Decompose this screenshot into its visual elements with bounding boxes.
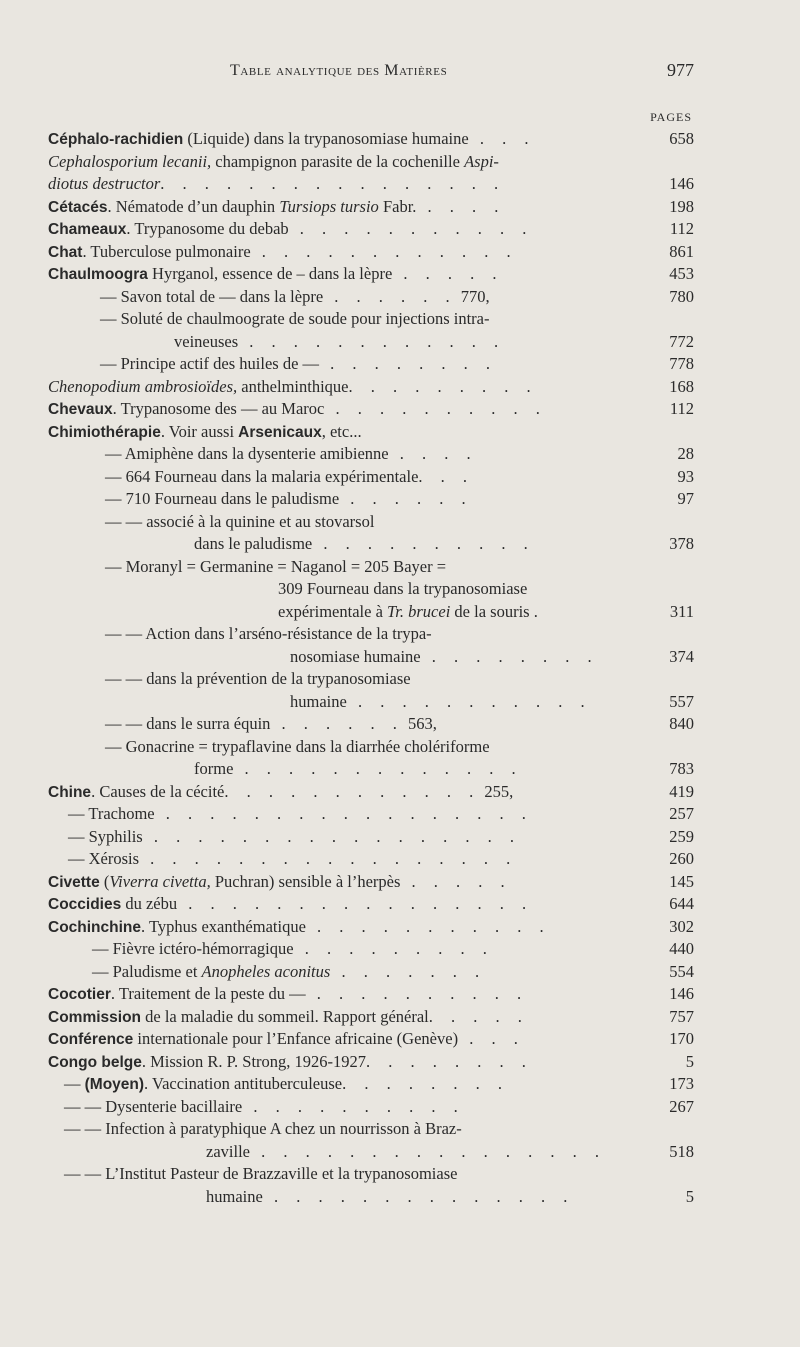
dot-leader: . . . . . . . bbox=[330, 961, 487, 981]
dot-leader: . . . . . . . . . . . . . . . . . bbox=[142, 826, 521, 846]
entry-segment: Anopheles aconitus bbox=[201, 961, 331, 981]
entry-segment: anthelminthique bbox=[237, 376, 349, 396]
entry-text bbox=[105, 713, 437, 735]
index-entry bbox=[0, 1118, 800, 1141]
entry-segment: — 664 Fourneau dans la malaria expérimentale bbox=[105, 466, 419, 486]
dot-leader: . . . . . bbox=[428, 1006, 529, 1026]
index-entry bbox=[0, 646, 800, 669]
dot-leader: . . . . . . . . . . . . . . . . bbox=[177, 894, 534, 913]
page-header bbox=[0, 60, 800, 88]
entry-headword: Cocotier bbox=[48, 986, 111, 1003]
entry-text bbox=[105, 623, 432, 645]
entry-text bbox=[48, 263, 504, 286]
entry-text bbox=[48, 151, 499, 173]
entry-headword: Commission bbox=[48, 1008, 142, 1026]
dot-leader: . . . . . . . . . . . bbox=[346, 691, 592, 711]
dot-leader: . . . . . . bbox=[339, 489, 473, 508]
index-entry bbox=[0, 556, 800, 579]
entry-segment: Puchran) sensible à l’herpès bbox=[210, 871, 401, 891]
index-entry bbox=[0, 286, 800, 309]
entry-headword: Chimiothérapie bbox=[48, 423, 161, 441]
entry-segment: internationale pour l’Enfance africaine (Genève) bbox=[133, 1029, 459, 1048]
entry-text bbox=[105, 488, 473, 510]
entry-page-number: 311 bbox=[669, 601, 694, 621]
index-entry bbox=[0, 263, 800, 286]
index-entry bbox=[0, 151, 800, 174]
entry-text bbox=[48, 218, 533, 241]
dot-leader: . . . . . . bbox=[323, 286, 457, 306]
index-entry bbox=[0, 961, 800, 984]
entry-text bbox=[48, 893, 533, 916]
entry-segment: — Principe actif des huiles de — bbox=[100, 354, 320, 373]
index-entry bbox=[0, 466, 800, 489]
entry-text bbox=[68, 803, 533, 825]
entry-segment: — Xérosis bbox=[68, 849, 140, 868]
dot-leader: . . . . . . . . . . . bbox=[288, 219, 534, 238]
entry-segment: — 710 Fourneau dans le paludisme bbox=[105, 489, 340, 508]
entry-segment: . Nématode d’un dauphin bbox=[107, 196, 280, 216]
index-entry bbox=[0, 1186, 800, 1209]
entry-text bbox=[48, 871, 512, 894]
index-entry bbox=[0, 983, 800, 1006]
entry-page-number: 778 bbox=[669, 354, 694, 373]
entry-segment: — — Infection à paratyphique A chez un nourrisson à Braz- bbox=[64, 1119, 462, 1138]
entry-text bbox=[194, 533, 535, 555]
entry-headword: Conférence bbox=[48, 1031, 134, 1048]
entry-segment: (Liquide) dans la trypanosomiase humaine bbox=[183, 129, 469, 148]
dot-leader: . . . bbox=[418, 466, 475, 486]
entry-text bbox=[48, 128, 535, 151]
entry-page-number: 757 bbox=[669, 1006, 694, 1026]
index-entry bbox=[0, 511, 800, 534]
entry-text bbox=[206, 1141, 606, 1163]
entry-page-number: 145 bbox=[669, 871, 694, 891]
index-entry bbox=[0, 1096, 800, 1119]
entry-text bbox=[64, 1118, 462, 1140]
entry-text bbox=[174, 331, 505, 353]
dot-leader: . . . . . . . . . . bbox=[312, 534, 535, 553]
index-entry bbox=[0, 173, 800, 196]
entry-segment: — — Action dans l’arséno-résistance de la trypa- bbox=[105, 624, 432, 643]
index-entry bbox=[0, 443, 800, 466]
entry-segment: Tursiops tursio bbox=[279, 196, 379, 216]
entry-page-number: 302 bbox=[669, 916, 694, 936]
entry-text bbox=[64, 1163, 457, 1185]
entry-page-number: 28 bbox=[677, 444, 694, 463]
entry-page-number: 557 bbox=[669, 691, 694, 711]
dot-leader: . . . . . . . . bbox=[420, 646, 599, 666]
entry-segment: Chenopodium ambrosioïdes, bbox=[48, 376, 238, 396]
entry-page-number: 170 bbox=[669, 1029, 694, 1048]
entry-text bbox=[100, 353, 497, 375]
index-entry bbox=[0, 938, 800, 961]
entry-text bbox=[290, 691, 592, 713]
dot-leader: . . . . . . . . . bbox=[348, 376, 538, 396]
entry-segment: ( bbox=[99, 871, 110, 891]
entry-page-number: 518 bbox=[669, 1141, 694, 1161]
index-entry bbox=[0, 736, 800, 759]
entry-text bbox=[100, 308, 489, 330]
entry-segment: — — Dysenterie bacillaire bbox=[64, 1096, 243, 1116]
entry-segment: . Vaccination antituberculeuse bbox=[144, 1074, 343, 1093]
entry-page-number: 554 bbox=[669, 961, 694, 981]
dot-leader: . . . . . . . . . . bbox=[305, 984, 529, 1003]
dot-leader: . . . . . . . . . . . . . . . . bbox=[160, 174, 506, 193]
entry-page-number: 658 bbox=[669, 129, 694, 148]
dot-leader: . . . . bbox=[416, 196, 506, 216]
page-number: 977 bbox=[667, 60, 694, 80]
entry-text bbox=[48, 983, 528, 1006]
index-entry bbox=[0, 1163, 800, 1186]
entry-page-number: 5 bbox=[685, 1186, 694, 1206]
index-entry bbox=[0, 1051, 800, 1074]
entry-page-number: 112 bbox=[669, 219, 694, 238]
dot-leader: . . . . . . bbox=[270, 714, 404, 733]
entry-segment: — Trachome bbox=[68, 804, 155, 823]
dot-leader: . . . . . . . . bbox=[319, 354, 498, 373]
index-entry bbox=[0, 713, 800, 736]
entry-page-number: 374 bbox=[669, 646, 694, 666]
entry-text bbox=[48, 398, 547, 421]
entry-segment: . Causes de la cécité bbox=[91, 781, 225, 801]
entry-segment: nosomiase humaine bbox=[290, 646, 421, 666]
dot-leader: . . . . . . . . . . . . . . . . bbox=[249, 1141, 606, 1161]
entry-page-number: 783 bbox=[669, 759, 694, 778]
dot-leader: . . . . . bbox=[392, 264, 504, 283]
entry-segment: Cephalosporium lecanii, bbox=[48, 151, 212, 171]
entry-text bbox=[48, 781, 513, 804]
entry-segment: — bbox=[64, 1074, 85, 1093]
entry-page-number: 772 bbox=[669, 331, 694, 351]
entry-text bbox=[68, 848, 517, 870]
entry-segment: — Paludisme et bbox=[92, 961, 202, 981]
entry-page-number: 112 bbox=[669, 399, 694, 418]
entry-segment: humaine bbox=[290, 691, 347, 711]
index-entry bbox=[0, 398, 800, 421]
entry-segment: zaville bbox=[206, 1141, 250, 1161]
entry-page-number: 257 bbox=[669, 804, 694, 823]
entry-page-number: 644 bbox=[669, 894, 694, 913]
index-entry bbox=[0, 128, 800, 151]
entry-headword: Arsenicaux bbox=[238, 423, 322, 441]
entry-segment: du zébu bbox=[121, 894, 178, 913]
index-entry bbox=[0, 353, 800, 376]
entry-page-number: 419 bbox=[669, 781, 694, 801]
entry-segment: diotus destructor bbox=[48, 174, 161, 193]
entry-text bbox=[92, 938, 494, 960]
entry-headword: (Moyen) bbox=[84, 1076, 145, 1093]
index-entry bbox=[0, 916, 800, 939]
entry-segment: dans le paludisme bbox=[194, 534, 313, 553]
index-entry bbox=[0, 691, 800, 714]
entry-text bbox=[100, 286, 490, 308]
index-entry bbox=[0, 421, 800, 444]
entry-segment: 255, bbox=[480, 781, 514, 801]
entry-text bbox=[48, 173, 505, 195]
index-entry bbox=[0, 578, 800, 601]
entry-segment: 563, bbox=[403, 714, 437, 733]
entry-page-number: 259 bbox=[669, 826, 694, 846]
entry-segment: veineuses bbox=[174, 331, 239, 351]
entry-segment: — Savon total de — dans la lèpre bbox=[100, 286, 324, 306]
entry-page-number: 97 bbox=[677, 489, 694, 508]
index-entry bbox=[0, 803, 800, 826]
index-entry bbox=[0, 376, 800, 399]
entry-segment: Viverra civetta, bbox=[109, 871, 211, 891]
dot-leader: . . . . . . . . . . . . . . bbox=[262, 1186, 575, 1206]
dot-leader: . . . . . . . . . bbox=[293, 939, 494, 958]
entry-page-number: 267 bbox=[669, 1096, 694, 1116]
entry-segment: . Trypanosome du debab bbox=[126, 219, 289, 238]
index-entry bbox=[0, 1141, 800, 1164]
index-entry bbox=[0, 1028, 800, 1051]
entry-segment: — Gonacrine = trypaflavine dans la diarrhée cholériforme bbox=[105, 736, 490, 756]
dot-leader: . . . . . . . . . . . . . . . . . bbox=[139, 849, 518, 868]
entry-segment: . Traitement de la peste du — bbox=[110, 984, 306, 1003]
index-entry bbox=[0, 196, 800, 219]
entry-text bbox=[105, 668, 411, 690]
entry-segment: forme bbox=[194, 759, 234, 778]
entry-page-number: 840 bbox=[669, 714, 694, 733]
entry-segment: Aspi- bbox=[464, 151, 499, 171]
index-entry bbox=[0, 893, 800, 916]
index-entry bbox=[0, 1073, 800, 1096]
entry-page-number: 168 bbox=[669, 376, 694, 396]
entry-segment: champignon parasite de la cochenille bbox=[211, 151, 465, 171]
entry-text bbox=[206, 1186, 574, 1208]
entry-headword: Chaulmoogra bbox=[48, 266, 148, 283]
dot-leader: . . . . . . . . . . . . bbox=[224, 781, 481, 801]
entry-text bbox=[105, 443, 478, 465]
entry-text bbox=[194, 758, 523, 780]
index-entry bbox=[0, 781, 800, 804]
entry-segment: 309 Fourneau dans la trypanosomiase bbox=[278, 579, 528, 598]
entry-text bbox=[105, 556, 446, 578]
index-entry bbox=[0, 758, 800, 781]
index-entry bbox=[0, 601, 800, 624]
entry-segment: — Syphilis bbox=[68, 826, 143, 846]
index-entry bbox=[0, 241, 800, 264]
entry-page-number: 93 bbox=[677, 466, 694, 486]
entry-segment: . Tuberculose pulmonaire bbox=[82, 241, 251, 261]
entry-segment: Tr. brucei bbox=[387, 601, 451, 621]
index-entry bbox=[0, 871, 800, 894]
index-entry bbox=[0, 826, 800, 849]
dot-leader: . . . . . . . . bbox=[342, 1074, 510, 1093]
entry-segment: Hyrganol, essence de – dans la lèpre bbox=[147, 264, 393, 283]
entry-page-number: 146 bbox=[669, 984, 694, 1003]
dot-leader: . . . . . . . . bbox=[366, 1051, 533, 1071]
entry-headword: Chevaux bbox=[48, 401, 113, 418]
entry-text bbox=[48, 376, 538, 398]
entry-headword: Chat bbox=[48, 243, 83, 261]
entry-segment: humaine bbox=[206, 1186, 263, 1206]
entry-page-number: 440 bbox=[669, 939, 694, 958]
entry-text bbox=[68, 826, 521, 848]
entry-segment: Fabr. bbox=[378, 196, 417, 216]
entry-segment: — — dans la prévention de la trypanosomiase bbox=[105, 669, 411, 688]
entry-page-number: 173 bbox=[669, 1074, 694, 1093]
entry-text bbox=[105, 736, 490, 758]
entry-segment: de la souris . bbox=[450, 601, 538, 621]
entry-headword: Céphalo-rachidien bbox=[48, 131, 184, 148]
entry-headword: Coccidies bbox=[48, 896, 122, 913]
entry-page-number: 146 bbox=[669, 174, 694, 193]
entry-segment: . Trypanosome des — au Maroc bbox=[112, 399, 325, 418]
entry-headword: Congo belge bbox=[48, 1053, 142, 1071]
index-entry bbox=[0, 1006, 800, 1029]
dot-leader: . . . . . . . . . . . . . bbox=[233, 759, 523, 778]
entry-text bbox=[48, 241, 518, 264]
dot-leader: . . . . . . . . . . . . . . . . . bbox=[154, 804, 533, 823]
entry-text bbox=[290, 646, 599, 668]
dot-leader: . . . . . . . . . . . . bbox=[250, 241, 518, 261]
dot-leader: . . . bbox=[458, 1029, 525, 1048]
entry-text bbox=[278, 578, 527, 600]
entry-segment: — Fièvre ictéro-hémorragique bbox=[92, 939, 294, 958]
index-entry bbox=[0, 308, 800, 331]
entry-segment: expérimentale à bbox=[278, 601, 388, 621]
entry-text bbox=[48, 1006, 529, 1029]
entry-text bbox=[105, 466, 474, 488]
entry-page-number: 861 bbox=[669, 241, 694, 261]
index-entry bbox=[0, 218, 800, 241]
entry-page-number: 780 bbox=[669, 286, 694, 306]
entry-page-number: 5 bbox=[685, 1051, 694, 1071]
entry-headword: Civette bbox=[48, 873, 100, 891]
entry-segment: de la maladie du sommeil. Rapport général bbox=[141, 1006, 429, 1026]
entry-page-number: 260 bbox=[669, 849, 694, 868]
pages-column-label: PAGES bbox=[650, 110, 692, 124]
entry-text bbox=[48, 196, 505, 219]
entry-segment: — — associé à la quinine et au stovarsol bbox=[105, 511, 375, 531]
dot-leader: . . . . bbox=[388, 444, 478, 463]
dot-leader: . . . . . . . . . . . bbox=[305, 916, 551, 936]
entry-text bbox=[64, 1073, 509, 1096]
entry-segment: — — dans le surra équin bbox=[105, 714, 271, 733]
entry-text bbox=[278, 601, 538, 623]
index-entry bbox=[0, 331, 800, 354]
entry-segment: — Amiphène dans la dysenterie amibienne bbox=[105, 444, 389, 463]
entry-page-number: 453 bbox=[669, 264, 694, 283]
entry-page-number: 378 bbox=[669, 534, 694, 553]
dot-leader: . . . . . bbox=[400, 871, 512, 891]
entry-segment: , etc... bbox=[321, 421, 362, 441]
entry-text bbox=[48, 1028, 525, 1051]
dot-leader: . . . . . . . . . . bbox=[324, 399, 547, 418]
entry-segment: . Mission R. P. Strong, 1926-1927 bbox=[141, 1051, 367, 1071]
entry-page-number: 198 bbox=[669, 196, 694, 216]
dot-leader: . . . . . . . . . . . . bbox=[238, 331, 506, 351]
entry-text bbox=[48, 421, 362, 444]
entry-segment: — — L’Institut Pasteur de Brazzaville et la trypanosomiase bbox=[64, 1164, 458, 1183]
running-title: Table analytique des Matières bbox=[230, 62, 448, 79]
dot-leader: . . . bbox=[468, 129, 536, 148]
entry-segment: . Voir aussi bbox=[160, 421, 239, 441]
index-entry bbox=[0, 623, 800, 646]
entry-headword: Cétacés bbox=[48, 198, 108, 216]
index-list bbox=[0, 128, 800, 1208]
entry-text bbox=[92, 961, 486, 983]
entry-text bbox=[48, 916, 551, 939]
entry-text bbox=[105, 511, 374, 533]
entry-segment: — Moranyl = Germanine = Naganol = 205 Bayer = bbox=[105, 556, 447, 576]
entry-headword: Chameaux bbox=[48, 221, 127, 238]
dot-leader: . . . . . . . . . . bbox=[242, 1096, 465, 1116]
entry-text bbox=[48, 1051, 533, 1074]
entry-segment: 770, bbox=[456, 286, 490, 306]
entry-headword: Chine bbox=[48, 783, 92, 801]
index-entry bbox=[0, 533, 800, 556]
entry-headword: Cochinchine bbox=[48, 918, 142, 936]
index-entry bbox=[0, 488, 800, 511]
index-entry bbox=[0, 668, 800, 691]
entry-segment: . Typhus exanthématique bbox=[141, 916, 306, 936]
entry-segment: — Soluté de chaulmoograte de soude pour injections intra- bbox=[100, 309, 490, 328]
index-entry bbox=[0, 848, 800, 871]
entry-text bbox=[64, 1096, 465, 1118]
